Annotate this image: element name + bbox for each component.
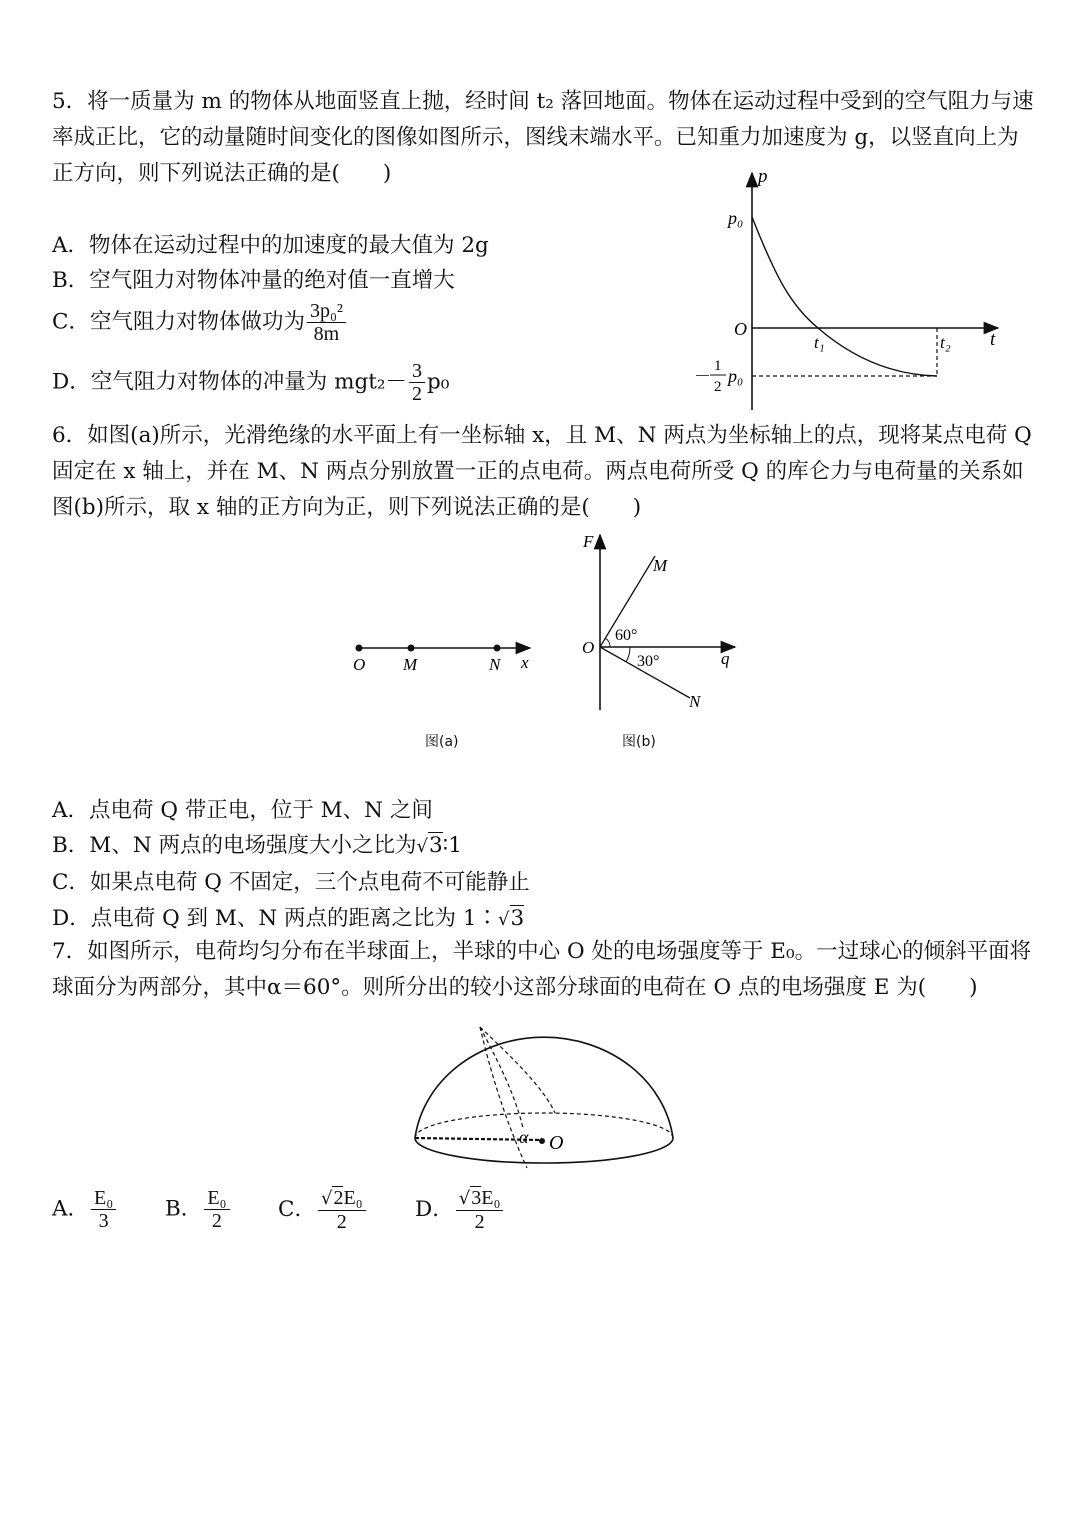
- q7-origin-label: O: [549, 1132, 564, 1154]
- q5-option-a[interactable]: A．物体在运动过程中的加速度的最大值为 2g: [52, 233, 489, 258]
- q5-graph-origin: O: [734, 319, 747, 339]
- q6-fig-a-label-x: x: [521, 653, 529, 672]
- q6-fig-b-label-q: q: [721, 649, 730, 668]
- q5-option-d[interactable]: [52, 360, 449, 405]
- q7-option-d[interactable]: [415, 1187, 505, 1233]
- q6-fig-a-point-n: [494, 645, 501, 652]
- q5-graph-neg-den: 2: [714, 379, 722, 395]
- q5-line1: 5．将一质量为 m 的物体从地面竖直上抛，经时间 t₂ 落回地面。物体在运动过程中受到的空气阻力与速: [52, 89, 1034, 114]
- q6-fig-b-label-f: F: [583, 532, 594, 551]
- q7-option-c-label: C．: [278, 1197, 316, 1222]
- q7-option-a[interactable]: [52, 1187, 118, 1232]
- q7-alpha-label: α: [519, 1127, 529, 1147]
- q6-fig-b-label-m: M: [653, 556, 668, 575]
- q6-fig-a-label-o: O: [353, 655, 366, 674]
- q7-option-a-label: A．: [52, 1196, 90, 1222]
- q7-hemisphere-dome: [415, 1037, 673, 1138]
- q6-fig-a-caption: 图(a): [425, 734, 459, 750]
- q5-option-d-text: D．空气阻力对物体的冲量为 mgt₂－: [52, 369, 407, 395]
- q6-option-b-text: B．M、N 两点的电场强度大小之比为: [52, 833, 417, 858]
- q7-option-b-fraction: $\frac{\text{E₀}}{2}$: [204, 1187, 229, 1232]
- q5-option-c-fraction: $\frac{\text{3p₀²}}{8m}$: [307, 300, 346, 345]
- q5-line2: 率成正比，它的动量随时间变化的图像如图所示，图线末端水平。已知重力加速度为 g，以竖直向上为: [52, 125, 1019, 150]
- q7-dashed-arc-2: [480, 1027, 523, 1128]
- q7-option-d-label: D．: [415, 1197, 454, 1222]
- q6-fig-b-label-o: O: [582, 638, 595, 657]
- q7-option-b[interactable]: [165, 1187, 232, 1232]
- q6-fig-b-angle-arc-30: [626, 647, 630, 662]
- q7-option-c-fraction: $\frac{\text{√2E₀}}{2}$: [318, 1187, 366, 1233]
- q5-graph-neg-sign: －: [694, 367, 711, 386]
- q5-graph-neg-num: 1: [714, 358, 722, 374]
- q6-fig-b-caption: 图(b): [622, 734, 656, 750]
- q6-option-d-radicand: 3: [510, 906, 525, 931]
- q7-hemisphere-base-back: [415, 1113, 673, 1138]
- q5-graph-neg-p0: p₀: [728, 366, 744, 386]
- q6-option-a[interactable]: A．点电荷 Q 带正电，位于 M、N 之间: [52, 798, 433, 823]
- q5-option-d-p0: p₀: [426, 369, 450, 395]
- q5-graph-t1-label: t₁: [814, 333, 825, 352]
- q6-figure-b: [575, 530, 750, 720]
- q7-center-point: [539, 1138, 545, 1144]
- q7-line2: 球面分为两部分，其中α＝60°。则所分出的较小这部分球面的电荷在 O 点的电场强度 E 为( ): [52, 975, 978, 1000]
- q5-option-c[interactable]: [52, 300, 348, 345]
- q6-fig-a-label-n: N: [489, 655, 501, 674]
- q6-option-d-text: D．点电荷 Q 到 M、N 两点的距离之比为 1∶: [52, 906, 499, 931]
- q7-option-c[interactable]: [278, 1187, 368, 1233]
- q5-line3: 正方向，则下列说法正确的是( ): [52, 161, 392, 186]
- q5-graph-p0-label: p₀: [728, 208, 744, 228]
- q6-fig-b-angle-30: 30°: [637, 653, 660, 670]
- q6-fig-b-label-n: N: [689, 692, 701, 711]
- q6-option-d[interactable]: [52, 901, 524, 932]
- q6-option-b-ratio: ∶1: [442, 833, 462, 858]
- q5-option-d-fraction: $\frac{3}{2}$: [409, 360, 425, 405]
- q6-fig-a-label-m: M: [403, 655, 418, 674]
- q6-option-b-radicand: 3: [428, 833, 443, 858]
- q5-graph-curve: [752, 217, 937, 376]
- q7-option-a-fraction: $\frac{\text{E₀}}{3}$: [91, 1187, 116, 1232]
- q6-figure-a: [345, 630, 540, 690]
- q7-hemisphere-figure: [405, 1010, 685, 1175]
- q7-line1: 7．如图所示，电荷均匀分布在半球面上，半球的中心 O 处的电场强度等于 E₀。一过球心的倾斜平面将: [52, 939, 1032, 964]
- q5-graph-x-label: t: [990, 329, 996, 350]
- q6-fig-b-angle-arc-60: [605, 638, 610, 647]
- q6-option-c[interactable]: C．如果点电荷 Q 不固定，三个点电荷不可能静止: [52, 870, 530, 895]
- q5-graph-t2-label: t₂: [940, 333, 951, 352]
- q6-fig-a-point-m: [408, 645, 415, 652]
- q6-option-d-radical: √: [498, 909, 510, 930]
- q6-option-b[interactable]: [52, 828, 462, 859]
- q7-option-d-fraction: $\frac{\text{√3E₀}}{2}$: [456, 1187, 504, 1233]
- q7-option-b-label: B．: [165, 1196, 203, 1222]
- q5-momentum-graph: [690, 165, 1020, 415]
- q6-stem: 6．如图(a)所示，光滑绝缘的水平面上有一坐标轴 x，且 M、N 两点为坐标轴上的点，现将某点电荷 Q 固定在 x 轴上，并在 M、N 两点分别放置一正的点电荷。两点电荷所受 Q 的库仑力与电荷量的关系如图(b)所示，取 x 轴的正方向为正，则下列说法正确的是( ): [52, 423, 1032, 520]
- q6-fig-a-point-o: [356, 645, 363, 652]
- q5-graph-y-label: p: [758, 166, 768, 187]
- q5-option-c-text: C．空气阻力对物体做功为: [52, 309, 305, 335]
- q5-option-b[interactable]: B．空气阻力对物体冲量的绝对值一直增大: [52, 268, 455, 293]
- q6-fig-b-angle-60: 60°: [615, 627, 638, 644]
- q6-option-b-radical: √: [416, 836, 428, 857]
